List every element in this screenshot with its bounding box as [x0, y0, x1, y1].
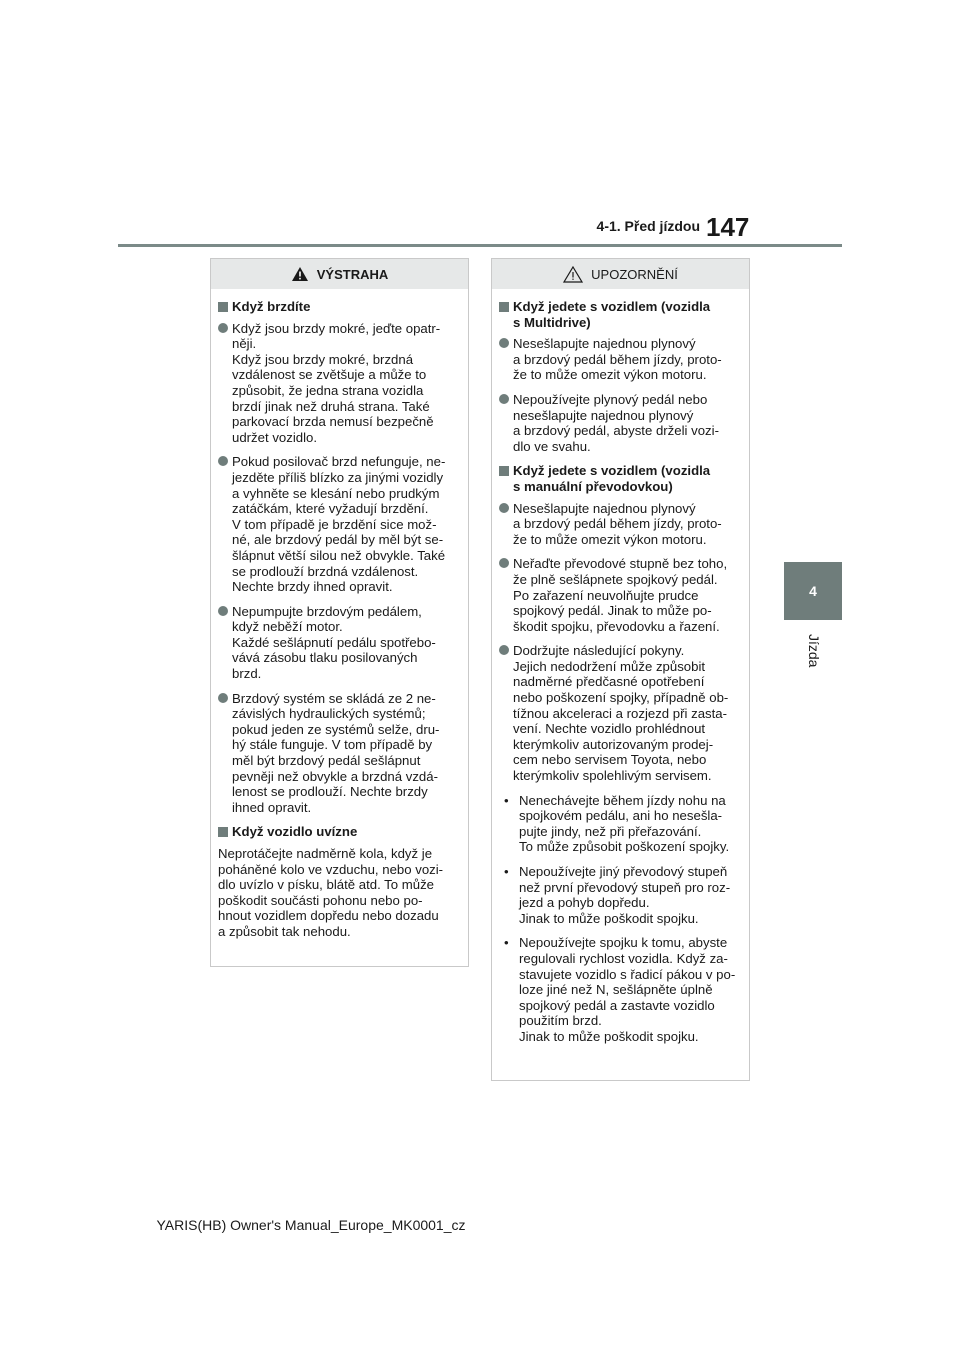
text-line: zatáčkám, které vyžadují brzdění.: [232, 501, 429, 517]
text-line: cem nebo servisem Toyota, nebo: [513, 752, 707, 768]
text-line: regulovali rychlost vozidla. Když za-: [519, 950, 728, 966]
text-line: spojkový pedál a zastavte vozidlo: [519, 997, 715, 1013]
text-line: spojkový pedál. Jinak to může po-: [513, 603, 712, 619]
dash-item: [499, 935, 743, 1044]
bullet-item: [499, 336, 743, 383]
bullet-item: [218, 454, 462, 594]
text-line: Nesešlapujte najednou plynový: [513, 500, 696, 516]
text-line: a vyhněte se klesání nebo prudkým: [232, 485, 440, 501]
text-line: když neběží motor.: [232, 619, 343, 635]
text-line: škodit spojku, převodovku a řazení.: [513, 618, 720, 634]
text-line: nesešlapujte najednou plynový: [513, 407, 694, 423]
text-line: že to může omezit výkon motoru.: [513, 531, 707, 547]
text-line: kterýmkoliv autorizovaným prodej-: [513, 736, 714, 752]
text-line: s manuální převodovkou): [513, 478, 673, 494]
text-line: a brzdový pedál, abyste drželi vozi-: [513, 423, 719, 439]
bullet-list: [218, 321, 462, 816]
text-line: né, ale brzdový pedál by měl být se-: [232, 532, 444, 548]
caution-triangle-outline-icon: [563, 266, 583, 283]
text-line: Když jsou brzdy mokré, brzdná: [232, 351, 414, 367]
warning-triangle-filled-icon: [291, 266, 309, 282]
header-rule: [118, 244, 842, 247]
text-line: udržet vozidlo.: [232, 429, 318, 445]
text-line: nebo poškození spojky, případně ob-: [513, 690, 729, 706]
notice-body: [492, 289, 749, 1060]
chapter-label-text: Jízda: [806, 634, 822, 668]
text-line: měl být brzdový pedál sešlápnut: [232, 753, 421, 769]
text-line: hý stále funguje. V tom případě by: [232, 737, 433, 753]
text-line: jezd a pohyb dopředu.: [519, 895, 650, 911]
text-line: pokud jeden ze systémů selže, dru-: [232, 721, 440, 737]
notice-title: UPOZORNĚNÍ: [591, 266, 678, 282]
text-line: že plně sešlápnete spojkový pedál.: [513, 571, 718, 587]
text-line: pevněji než obvykle a brzdná vzdá-: [232, 768, 438, 784]
chapter-label: [804, 634, 824, 694]
text-line: a způsobit tak nehodu.: [218, 923, 351, 939]
text-line: • Nepoužívejte spojku k tomu, abyste: [519, 935, 728, 951]
text-line: a brzdový pedál během jízdy, proto-: [513, 516, 722, 532]
text-line: že to může omezit výkon motoru.: [513, 367, 707, 383]
text-line: Dodržujte následující pokyny.: [513, 643, 685, 659]
text-line: Pokud posilovač brzd nefunguje, ne-: [232, 454, 446, 470]
text-line: Jejich nedodržení může způsobit: [513, 658, 706, 674]
text-line: způsobit, že jedna strana vozidla: [232, 382, 424, 398]
text-line: Když jedete s vozidlem (vozidla: [513, 463, 711, 479]
dash-item: [499, 793, 743, 855]
text-line: šlápnut větší silou než obvykle. Také: [232, 547, 446, 563]
text-line: kterýmkoliv spolehlivým servisem.: [513, 768, 712, 784]
text-line: • Nepoužívejte jiný převodový stupeň: [519, 864, 728, 879]
bullet-item: [218, 604, 462, 682]
text-line: s Multidrive): [513, 314, 591, 330]
page-number: 147: [706, 212, 750, 242]
text-line: Nechte brzdy ihned opravit.: [232, 579, 393, 595]
section-heading: [499, 299, 743, 330]
bullet-item: [499, 643, 743, 783]
text-line: spojkovém pedálu, ani ho nesešla-: [519, 808, 723, 824]
text-line: Brzdový systém se skládá ze 2 ne-: [232, 690, 436, 706]
paragraph: [218, 846, 462, 940]
text-line: ihned opravit.: [232, 799, 312, 815]
notice-box: [491, 258, 750, 1081]
text-line: Jinak to může poškodit spojku.: [519, 910, 699, 926]
bullet-list: [499, 501, 743, 784]
text-line: lenost se prodlouží. Nechte brzdy: [232, 784, 428, 800]
text-line: parkovací brzda nemusí bezpečně: [232, 414, 434, 430]
warning-body: [211, 289, 468, 952]
dash-item: [499, 864, 743, 926]
text-line: Nesešlapujte najednou plynový: [513, 336, 696, 352]
text-line: Po zařazení neuvolňujte prudce: [513, 587, 699, 603]
text-line: se prodlouží brzdná vzdálenost.: [232, 563, 419, 579]
text-line: dlo ve svahu.: [513, 438, 591, 454]
footer-text: YARIS(HB) Owner's Manual_Europe_MK0001_cz: [156, 1217, 466, 1233]
text-line: pujte jindy, než při přeřazování.: [519, 823, 702, 839]
chapter-number: 4: [809, 583, 817, 599]
text-line: nadměrné předčasné opotřebení: [513, 674, 705, 690]
text-line: Každé sešlápnutí pedálu spotřebo-: [232, 634, 436, 650]
text-line: než první převodový stupeň pro roz-: [519, 879, 731, 895]
text-line: stavujete vozidlo s řadicí pákou v po-: [519, 966, 736, 982]
text-line: závislých hydraulických systémů;: [232, 706, 426, 722]
text-line: Když jsou brzdy mokré, jeďte opatr-: [232, 320, 441, 336]
warning-box: [210, 258, 469, 967]
text-line: Neřaďte převodové stupně bez toho,: [513, 556, 728, 572]
section-heading: Když brzdíte: [218, 299, 462, 315]
text-line: vzdálenost se zvětšuje a může to: [232, 367, 427, 383]
text-line: hnout vozidlem dopředu nebo dozadu: [218, 908, 439, 924]
text-line: poškodit součásti pohonu nebo po-: [218, 892, 423, 908]
bullet-item: [499, 556, 743, 634]
text-line: poháněné kolo ve vzduchu, nebo vozi-: [218, 861, 444, 877]
text-line: loze jiné než N, sešlápněte úplně: [519, 982, 713, 998]
text-line: a brzdový pedál během jízdy, proto-: [513, 351, 722, 367]
text-line: Nepoužívejte plynový pedál nebo: [513, 391, 708, 407]
warning-header: [211, 259, 468, 289]
text-line: brzd.: [232, 666, 262, 682]
bullet-item: [499, 501, 743, 548]
text-line: Nepumpujte brzdovým pedálem,: [232, 603, 422, 619]
text-line: dlo uvízlo v písku, blátě atd. To může: [218, 877, 435, 893]
text-line: To může způsobit poškození spojky.: [519, 839, 730, 855]
text-line: • Nenechávejte během jízdy nohu na: [519, 792, 726, 808]
warning-title: VÝSTRAHA: [316, 266, 389, 282]
bullet-item: [218, 691, 462, 816]
section-heading: Když vozidlo uvízne: [218, 824, 462, 840]
text-line: něji.: [232, 336, 257, 352]
text-line: brzdí jinak než druhá strana. Také: [232, 398, 430, 414]
text-line: V tom případě je brzdění sice mož-: [232, 516, 437, 532]
section-heading: [499, 463, 743, 494]
chapter-tab: [784, 562, 842, 620]
text-line: Neprotáčejte nadměrně kola, když je: [218, 846, 433, 861]
bullet-list: [499, 336, 743, 454]
dash-list: [499, 793, 743, 1045]
bullet-item: [499, 392, 743, 454]
text-line: Když jedete s vozidlem (vozidla: [513, 299, 711, 314]
notice-header: [492, 259, 749, 289]
section-title: 4-1. Před jízdou: [596, 218, 700, 234]
text-line: vává zásobu tlaku posilovaných: [232, 650, 418, 666]
bullet-item: [218, 321, 462, 446]
text-line: vení. Nechte vozidlo prohlédnout: [513, 721, 706, 737]
text-line: tížnou akceleraci a rozjezd při zasta-: [513, 705, 728, 721]
text-line: jezděte příliš blízko za jinými vozidly: [232, 469, 444, 485]
text-line: Jinak to může poškodit spojku.: [519, 1028, 699, 1044]
text-line: použitím brzd.: [519, 1013, 602, 1029]
